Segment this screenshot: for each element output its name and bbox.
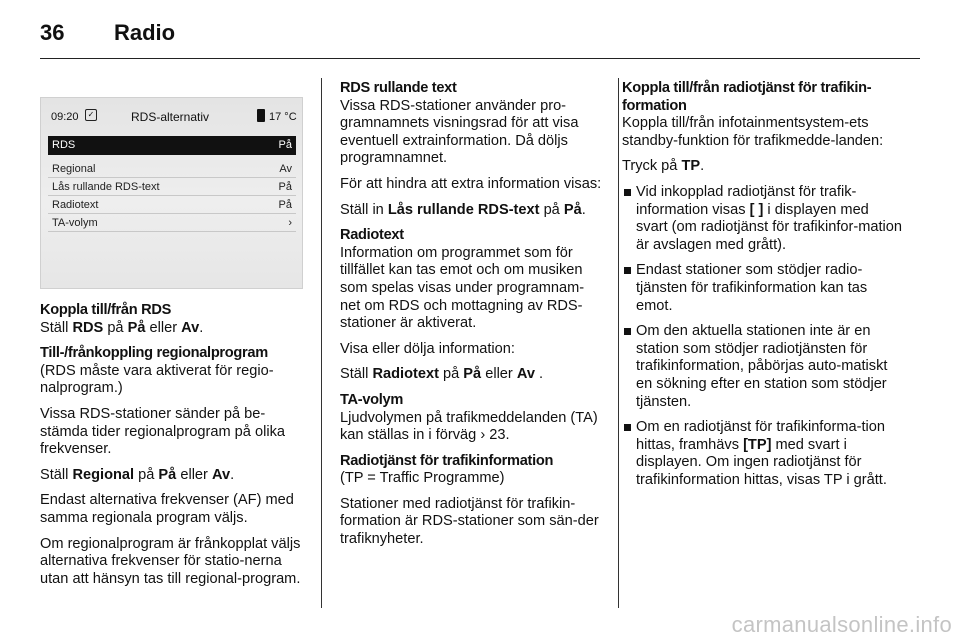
- bullet-square-icon: [624, 424, 631, 431]
- row-label: Lås rullande RDS-text: [52, 181, 160, 193]
- phone-icon: [257, 109, 265, 122]
- row-value: På: [278, 199, 292, 211]
- paragraph: Ställ Radiotext på På eller Av .: [340, 366, 544, 383]
- list-item: Om den aktuella stationen inte är en station som stödjer radiotjänsten för trafikinformation, påbörjas auto-matiskt en sökning efter en station som stödjer tjänsten.: [622, 323, 904, 411]
- display-row: [48, 178, 296, 196]
- list-item: Endast stationer som stödjer radio-tjänsten för trafikinformation kan tas emot.: [622, 262, 904, 315]
- display-row: [48, 160, 296, 178]
- paragraph: Vissa RDS-stationer använder pro-gramnamnets visningsrad för att visa eventuell extrainformation. Då döljs programnamnet.: [340, 97, 579, 167]
- column-divider: [321, 78, 322, 608]
- row-value: Av: [279, 163, 292, 175]
- paragraph: Visa eller dölja information:: [340, 340, 515, 357]
- paragraph: (RDS måste vara aktiverat för regio-nalprogram.): [40, 362, 274, 397]
- column-3: [622, 80, 904, 497]
- section-title: Radio: [114, 20, 176, 45]
- page-number: 36: [40, 20, 65, 45]
- display-temperature: 17 °C: [269, 111, 297, 123]
- display-row: [48, 196, 296, 214]
- paragraph: Vissa RDS-stationer sänder på be-stämda tider regionalprogram på olika frekvenser.: [40, 405, 285, 458]
- bullet-square-icon: [624, 189, 631, 196]
- column-2: [340, 80, 604, 557]
- paragraph: Endast alternativa frekvenser (AF) med samma regionala program väljs.: [40, 492, 294, 526]
- paragraph: För att hindra att extra information visas:: [340, 175, 602, 192]
- paragraph: Ljudvolymen på trafikmeddelanden (TA) kan ställas in i förväg › 23.: [340, 409, 598, 444]
- rds-badge-icon: ✓: [85, 109, 97, 121]
- row-label: TA-volym: [52, 217, 98, 229]
- paragraph: Tryck på TP.: [622, 158, 705, 175]
- heading-tp-toggle: Koppla till/från radiotjänst för trafikin-formation: [622, 80, 872, 114]
- display-title: RDS-alternativ: [131, 110, 210, 124]
- heading-rds: Koppla till/från RDS: [40, 302, 172, 318]
- paragraph: Information om programmet som för tillfället kan tas emot och om musiken som spelas visas under programnam-net om RDS och mottagning av RDS-stationer är aktiverat.: [340, 244, 585, 332]
- heading-ta-volume: TA-volym: [340, 391, 404, 408]
- list-item: Om en radiotjänst för trafikinforma-tion hittas, framhävs [TP] med svart i displayen. Om ingen radiotjänst för trafikinformation hittas, visas TP i grått.: [622, 419, 904, 489]
- display-time: 09:20: [51, 111, 79, 123]
- paragraph: (TP = Traffic Programme): [340, 470, 505, 487]
- row-value: På: [278, 181, 292, 193]
- watermark: carmanualsonline.info: [731, 612, 952, 637]
- heading-regional: Till-/frånkoppling regionalprogram: [40, 345, 268, 362]
- heading-rds-text: RDS rullande text: [340, 80, 457, 96]
- rds-options-display: [40, 97, 303, 289]
- row-value: På: [278, 139, 292, 151]
- heading-tp: Radiotjänst för trafikinformation: [340, 452, 554, 469]
- paragraph: Koppla till/från infotainmentsystem-ets standby-funktion för trafikmedde-landen:: [622, 115, 884, 149]
- bullet-square-icon: [624, 267, 631, 274]
- row-label: Regional: [52, 163, 96, 175]
- chevron-right-icon: ›: [288, 217, 292, 229]
- bullet-square-icon: [624, 328, 631, 335]
- row-label: RDS: [52, 139, 76, 151]
- column-1: [40, 302, 308, 596]
- heading-radiotext: Radiotext: [340, 227, 404, 244]
- row-label: Radiotext: [52, 199, 99, 211]
- display-row: [48, 214, 296, 232]
- paragraph: Ställ in Lås rullande RDS-text på På.: [340, 201, 586, 218]
- display-row-selected: [48, 136, 296, 155]
- paragraph: Ställ Regional på På eller Av.: [40, 466, 235, 483]
- paragraph: Stationer med radiotjänst för trafikin-formation är RDS-stationer som sän-der trafiknyheter.: [340, 495, 599, 548]
- page-reference-link[interactable]: › 23.: [480, 427, 510, 444]
- column-divider: [618, 78, 619, 608]
- display-status-bar: [47, 106, 297, 126]
- page-header: [40, 18, 920, 62]
- list-item: Vid inkopplad radiotjänst för trafik-information visas [ ] i displayen med svart (om radiotjänst för trafikinfor-mation är avslagen med grått).: [622, 184, 904, 254]
- header-rule: [40, 58, 920, 59]
- paragraph: Ställ RDS på På eller Av.: [40, 319, 204, 336]
- paragraph: Om regionalprogram är frånkopplat väljs alternativa frekvenser för statio-nerna utan att hänsyn tas till regional-program.: [40, 535, 301, 587]
- bullet-list: [622, 184, 904, 490]
